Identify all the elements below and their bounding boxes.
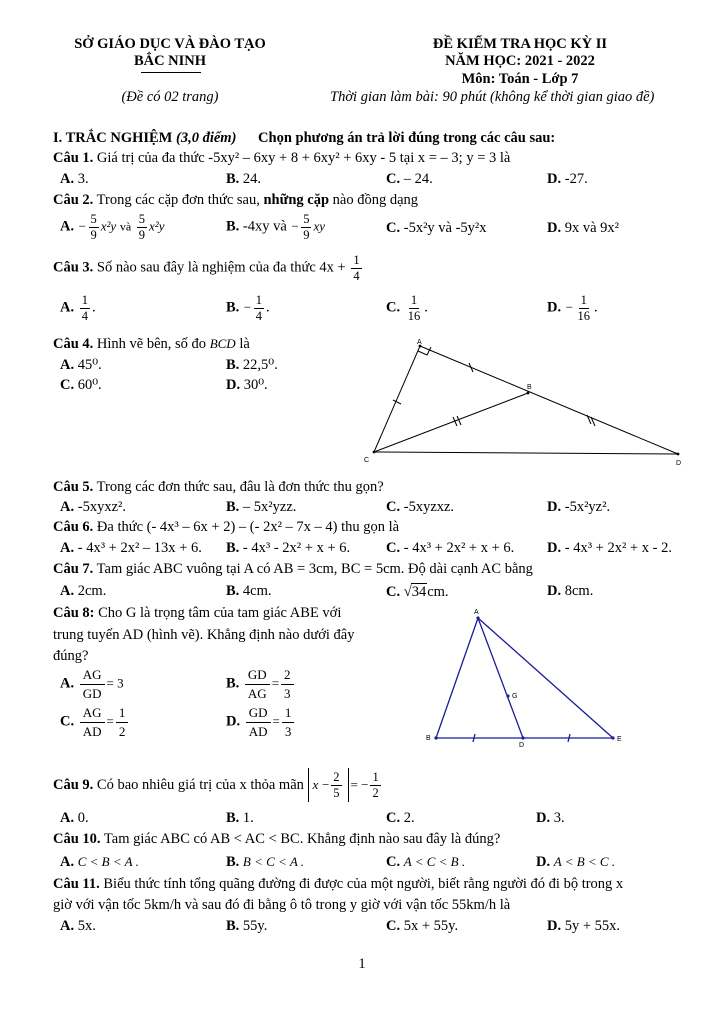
q3-option-b[interactable]: B. − $\frac{1}{4}$ . — [226, 293, 270, 323]
q5-option-d[interactable]: D. -5x²yz². — [547, 499, 611, 515]
page-number: 1 — [358, 956, 366, 972]
question-label: Câu 6. — [53, 519, 94, 535]
question-label: Câu 11. — [53, 876, 100, 892]
question-label: Câu 4. — [53, 336, 94, 352]
question-text: Trong các đơn thức sau, đâu là đơn thức thu gọn? — [96, 479, 384, 495]
question-4 — [53, 336, 250, 353]
question-8 — [53, 605, 341, 622]
label-b: B — [426, 735, 431, 742]
q8-option-b[interactable]: B. $\frac{GD}{AG}$ = $\frac{2}{3}$ — [226, 668, 296, 700]
header-right-line1: ĐỀ KIỂM TRA HỌC KỲ II — [432, 36, 608, 52]
question-label: Câu 3. — [53, 259, 94, 276]
q1-option-d[interactable]: D. -27. — [547, 171, 588, 187]
q4-option-d[interactable]: D. 30⁰. — [226, 377, 268, 393]
label-d: D — [676, 460, 682, 467]
question-text: Số nào sau đây là nghiệm của đa thức 4x + — [96, 259, 346, 276]
header-underline — [141, 72, 201, 73]
q11-option-b[interactable]: B. 55y. — [226, 918, 268, 934]
question-text: Tam giác ABC có AB < AC < BC. Khẳng định nào sau đây là đúng? — [103, 831, 501, 847]
q2-option-d[interactable]: D. 9x và 9x² — [547, 220, 620, 236]
question-label: Câu 7. — [53, 561, 94, 577]
question-8-line2: trung tuyến AD (hình vẽ). Khẳng định nào dưới đây — [53, 627, 355, 643]
question-label: Câu 2. — [53, 192, 94, 208]
question-text: Giá trị của đa thức -5xy² – 6xy + 8 + 6xy² + 6xy - 5 tại x = – 3; y = 3 là — [96, 150, 511, 166]
q2-option-c[interactable]: C. -5x²y và -5y²x — [386, 220, 487, 236]
median-ad — [478, 618, 523, 738]
segment-ad — [420, 346, 678, 454]
header-left-line2: BẮC NINH — [133, 53, 207, 69]
tick-ac — [393, 400, 401, 404]
segment-ae — [478, 618, 613, 738]
segment-ab — [436, 618, 478, 738]
q7-option-b[interactable]: B. 4cm. — [226, 583, 272, 599]
question-text: Hình vẽ bên, số đo — [96, 336, 207, 352]
q3-option-a[interactable]: A. $\frac{1}{4}$ . — [60, 293, 96, 323]
q5-option-a[interactable]: A. -5xyxz². — [60, 499, 126, 515]
angle-name: BCD — [209, 336, 236, 351]
header-right-note: Thời gian làm bài: 90 phút (không kể thời gian giao đề) — [330, 89, 655, 105]
q7-option-c[interactable]: C. √34cm. — [386, 584, 449, 600]
section-title: I. TRẮC NGHIỆM — [53, 130, 173, 146]
label-b: B — [527, 384, 532, 391]
triangle-figure-bcd — [360, 336, 700, 470]
q9-option-d[interactable]: D. 3. — [536, 810, 565, 826]
question-9: Câu 9. Có bao nhiêu giá trị của x thỏa mãn x − $\frac{2}{5}$ = − $\frac{1}{2}$ — [53, 768, 383, 802]
q2-option-a[interactable]: A. − $\frac{5}{9}$ x²y và $\frac{5}{9}$ x²y — [60, 212, 165, 242]
q6-option-a[interactable]: A. - 4x³ + 2x² – 13x + 6. — [60, 540, 202, 556]
question-2 — [53, 192, 418, 209]
question-5 — [53, 479, 384, 496]
q1-option-a[interactable]: A. 3. — [60, 171, 89, 187]
label-d: D — [519, 742, 525, 748]
question-11 — [53, 876, 623, 893]
question-text-end: nào đồng dạng — [332, 192, 419, 208]
q6-option-d[interactable]: D. - 4x³ + 2x² + x - 2. — [547, 540, 672, 556]
label-e: E — [617, 736, 622, 743]
q9-option-a[interactable]: A. 0. — [60, 810, 89, 826]
question-label: Câu 1. — [53, 150, 94, 166]
q3-option-c[interactable]: C. $\frac{1}{16}$ . — [386, 293, 428, 323]
q2-option-b[interactable]: B. -4xy và − $\frac{5}{9}$ xy — [226, 212, 326, 242]
q11-option-d[interactable]: D. 5y + 55x. — [547, 918, 621, 934]
q8-option-c[interactable]: C. $\frac{AG}{AD}$ = $\frac{1}{2}$ — [60, 706, 130, 738]
q5-option-c[interactable]: C. -5xyzxz. — [386, 499, 455, 515]
q6-option-b[interactable]: B. - 4x³ - 2x² + x + 6. — [226, 540, 351, 556]
triangle-figure-abe — [420, 608, 640, 748]
q6-option-c[interactable]: C. - 4x³ + 2x² + x + 6. — [386, 540, 515, 556]
q10-option-a[interactable]: A. C < B < A . — [60, 854, 139, 870]
question-8-line3: đúng? — [53, 648, 89, 664]
question-text: Tam giác ABC vuông tại A có AB = 3cm, BC = 5cm. Độ dài cạnh AC bằng — [96, 561, 533, 577]
q10-option-d[interactable]: D. A < B < C . — [536, 854, 616, 870]
question-text: Đa thức (- 4x³ – 6x + 2) – (- 2x² – 7x – 4) thu gọn là — [96, 519, 400, 535]
q8-option-a[interactable]: A. $\frac{AG}{GD}$ = 3 — [60, 667, 124, 701]
header-left-note: (Đề có 02 trang) — [121, 89, 219, 105]
question-6 — [53, 519, 399, 536]
question-1 — [53, 150, 510, 167]
question-3: Câu 3. Số nào sau đây là nghiệm của đa thức 4x + $\frac{1}{4}$ — [53, 253, 360, 283]
question-text: Có bao nhiêu giá trị của x thỏa mãn — [96, 776, 304, 793]
absolute-value-expression: x − $\frac{2}{5}$ — [308, 768, 349, 802]
q4-option-b[interactable]: B. 22,5⁰. — [226, 357, 278, 373]
q10-option-b[interactable]: B. B < C < A . — [226, 854, 305, 870]
header-left-line1: SỞ GIÁO DỤC VÀ ĐÀO TẠO — [74, 36, 266, 52]
question-text: Cho G là trọng tâm của tam giác ABE với — [98, 605, 342, 621]
question-label: Câu 10. — [53, 831, 101, 847]
question-7 — [53, 561, 533, 578]
q11-option-a[interactable]: A. 5x. — [60, 918, 96, 934]
section-heading — [53, 130, 555, 147]
question-text-end: là — [239, 336, 250, 352]
q1-option-b[interactable]: B. 24. — [226, 171, 262, 187]
segment-cd — [374, 452, 678, 454]
q4-option-c[interactable]: C. 60⁰. — [60, 377, 102, 393]
q3-option-d[interactable]: D. − $\frac{1}{16}$ . — [547, 293, 598, 323]
header-right-line2: NĂM HỌC: 2021 - 2022 — [445, 53, 595, 69]
question-text: Trong các cặp đơn thức sau, — [96, 192, 260, 208]
label-a: A — [417, 339, 422, 346]
section-points: (3,0 điểm) — [176, 130, 237, 146]
question-label: Câu 5. — [53, 479, 94, 495]
segment-ac — [374, 346, 420, 452]
header-right-line3: Môn: Toán - Lớp 7 — [461, 71, 579, 87]
label-g: G — [512, 693, 518, 700]
question-text-bold: những cặp — [263, 192, 330, 208]
q5-option-b[interactable]: B. – 5x²yzz. — [226, 499, 297, 515]
label-c: C — [364, 457, 370, 464]
question-label: Câu 8: — [53, 605, 95, 621]
q4-option-a[interactable]: A. 45⁰. — [60, 357, 102, 373]
q11-option-c[interactable]: C. 5x + 55y. — [386, 918, 459, 934]
question-text: Biểu thức tính tổng quãng đường đi được của một người, biết rằng người đó đi bộ trong x — [103, 876, 624, 892]
label-a: A — [474, 609, 479, 616]
question-11-line2: giờ với vận tốc 5km/h và sau đó đi bằng ô tô trong y giờ với vận tốc 55km/h là — [53, 897, 511, 913]
section-instruction: Chọn phương án trả lời đúng trong các câu sau: — [258, 130, 556, 146]
q9-option-b[interactable]: B. 1. — [226, 810, 254, 826]
q7-option-a[interactable]: A. 2cm. — [60, 583, 107, 599]
question-label: Câu 9. — [53, 776, 94, 793]
q10-option-c[interactable]: C. A < C < B . — [386, 854, 466, 870]
q1-option-c[interactable]: C. – 24. — [386, 171, 433, 187]
q7-option-d[interactable]: D. 8cm. — [547, 583, 594, 599]
q8-option-d[interactable]: D. $\frac{GD}{AD}$ = $\frac{1}{3}$ — [226, 706, 296, 738]
question-10 — [53, 831, 500, 848]
q9-option-c[interactable]: C. 2. — [386, 810, 415, 826]
